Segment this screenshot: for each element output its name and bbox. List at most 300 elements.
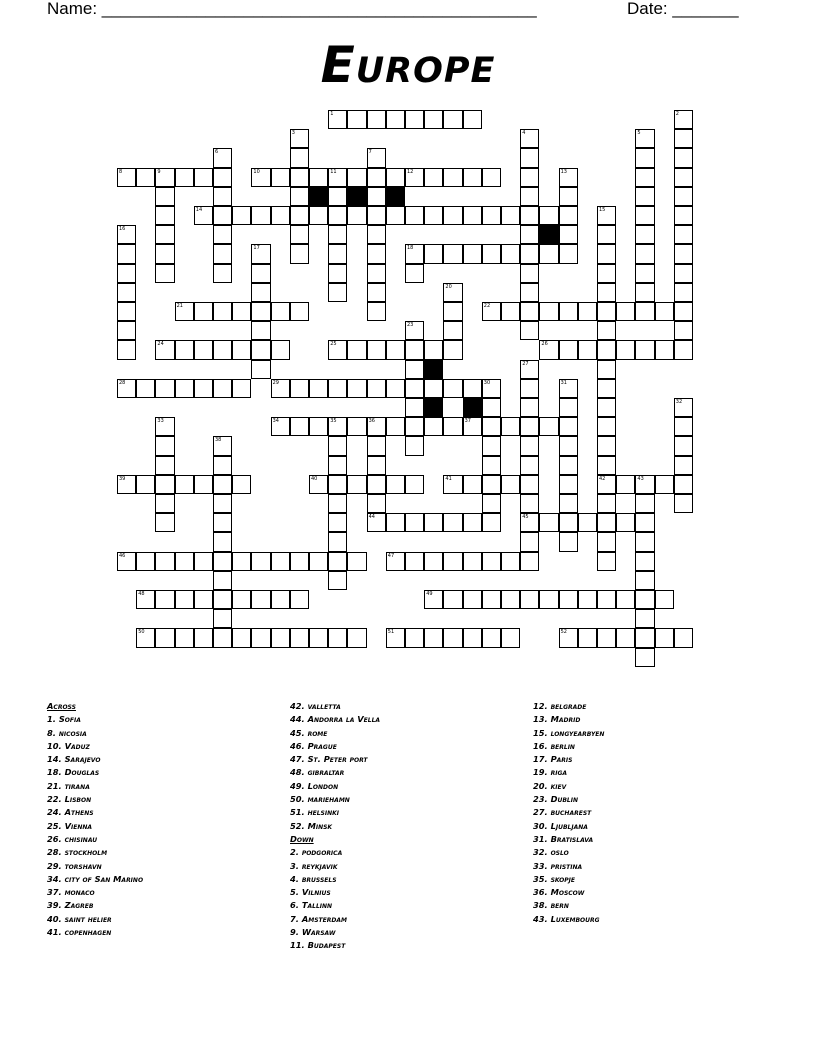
grid-cell[interactable]: [405, 475, 424, 494]
grid-cell[interactable]: [539, 206, 558, 225]
grid-cell[interactable]: [405, 552, 424, 571]
grid-cell[interactable]: [635, 225, 654, 244]
grid-cell[interactable]: [405, 436, 424, 455]
grid-cell[interactable]: [290, 225, 309, 244]
grid-cell[interactable]: [367, 494, 386, 513]
grid-cell[interactable]: [655, 590, 674, 609]
grid-cell[interactable]: [559, 225, 578, 244]
grid-cell[interactable]: [367, 340, 386, 359]
grid-cell[interactable]: [290, 187, 309, 206]
grid-cell[interactable]: [482, 475, 501, 494]
grid-cell[interactable]: [655, 302, 674, 321]
grid-cell[interactable]: [328, 283, 347, 302]
grid-cell[interactable]: [559, 206, 578, 225]
grid-cell[interactable]: [520, 244, 539, 263]
grid-cell[interactable]: [386, 206, 405, 225]
grid-cell[interactable]: [501, 590, 520, 609]
grid-cell[interactable]: [328, 187, 347, 206]
grid-cell[interactable]: [155, 436, 174, 455]
grid-cell[interactable]: [635, 513, 654, 532]
grid-cell[interactable]: [597, 379, 616, 398]
grid-cell[interactable]: [443, 244, 462, 263]
grid-cell[interactable]: [290, 148, 309, 167]
grid-cell[interactable]: [559, 398, 578, 417]
grid-cell[interactable]: [674, 129, 693, 148]
grid-cell[interactable]: [443, 628, 462, 647]
grid-cell[interactable]: [347, 110, 366, 129]
grid-cell[interactable]: [386, 379, 405, 398]
grid-cell[interactable]: [213, 475, 232, 494]
grid-cell[interactable]: [117, 302, 136, 321]
grid-cell[interactable]: [328, 571, 347, 590]
name-field-label[interactable]: Name: ______________________________________________: [47, 0, 537, 18]
grid-cell[interactable]: [463, 206, 482, 225]
grid-cell[interactable]: [635, 187, 654, 206]
grid-cell[interactable]: [463, 244, 482, 263]
grid-cell[interactable]: [520, 148, 539, 167]
grid-cell[interactable]: [328, 264, 347, 283]
grid-cell[interactable]: [367, 244, 386, 263]
grid-cell[interactable]: [559, 456, 578, 475]
grid-cell[interactable]: [251, 302, 270, 321]
grid-cell[interactable]: [520, 532, 539, 551]
grid-cell[interactable]: [232, 379, 251, 398]
grid-cell[interactable]: [175, 628, 194, 647]
grid-cell[interactable]: [501, 206, 520, 225]
grid-cell[interactable]: [443, 110, 462, 129]
grid-cell[interactable]: [597, 244, 616, 263]
grid-cell[interactable]: [424, 340, 443, 359]
grid-cell[interactable]: [405, 379, 424, 398]
grid-cell[interactable]: [232, 302, 251, 321]
grid-cell[interactable]: [309, 206, 328, 225]
grid-cell[interactable]: [463, 168, 482, 187]
grid-cell[interactable]: [232, 206, 251, 225]
grid-cell[interactable]: [213, 379, 232, 398]
grid-cell[interactable]: [501, 475, 520, 494]
grid-cell[interactable]: [463, 628, 482, 647]
grid-cell[interactable]: [443, 168, 462, 187]
grid-cell[interactable]: [674, 264, 693, 283]
grid-cell[interactable]: [597, 456, 616, 475]
grid-cell[interactable]: [367, 110, 386, 129]
grid-cell[interactable]: [328, 475, 347, 494]
grid-cell[interactable]: [232, 475, 251, 494]
grid-cell[interactable]: [136, 379, 155, 398]
grid-cell[interactable]: [251, 340, 270, 359]
grid-cell[interactable]: [482, 244, 501, 263]
grid-cell[interactable]: [482, 552, 501, 571]
grid-cell[interactable]: [175, 590, 194, 609]
grid-cell[interactable]: [213, 302, 232, 321]
grid-cell[interactable]: [616, 590, 635, 609]
grid-cell[interactable]: [155, 264, 174, 283]
grid-cell[interactable]: [501, 417, 520, 436]
grid-cell[interactable]: [520, 302, 539, 321]
grid-cell[interactable]: [309, 552, 328, 571]
grid-cell[interactable]: [347, 379, 366, 398]
grid-cell[interactable]: [175, 475, 194, 494]
grid-cell[interactable]: [597, 360, 616, 379]
grid-cell[interactable]: [232, 552, 251, 571]
grid-cell[interactable]: [616, 475, 635, 494]
grid-cell[interactable]: [367, 302, 386, 321]
grid-cell[interactable]: [520, 590, 539, 609]
grid-cell[interactable]: [194, 168, 213, 187]
grid-cell[interactable]: [347, 340, 366, 359]
grid-cell[interactable]: [328, 379, 347, 398]
grid-cell[interactable]: [136, 552, 155, 571]
grid-cell[interactable]: [213, 571, 232, 590]
grid-cell[interactable]: [578, 628, 597, 647]
grid-cell[interactable]: [213, 494, 232, 513]
grid-cell[interactable]: [635, 571, 654, 590]
grid-cell[interactable]: [328, 456, 347, 475]
grid-cell[interactable]: [443, 379, 462, 398]
grid-cell[interactable]: [674, 475, 693, 494]
grid-cell[interactable]: [482, 494, 501, 513]
grid-cell[interactable]: [367, 379, 386, 398]
grid-cell[interactable]: [482, 206, 501, 225]
grid-cell[interactable]: [251, 590, 270, 609]
grid-cell[interactable]: [501, 302, 520, 321]
grid-cell[interactable]: [194, 475, 213, 494]
grid-cell[interactable]: [367, 264, 386, 283]
grid-cell[interactable]: [482, 590, 501, 609]
grid-cell[interactable]: [520, 552, 539, 571]
grid-cell[interactable]: [635, 628, 654, 647]
grid-cell[interactable]: [347, 552, 366, 571]
grid-cell[interactable]: [347, 417, 366, 436]
grid-cell[interactable]: [674, 283, 693, 302]
grid-cell[interactable]: [559, 513, 578, 532]
grid-cell[interactable]: [597, 532, 616, 551]
grid-cell[interactable]: [405, 513, 424, 532]
grid-cell[interactable]: [501, 244, 520, 263]
grid-cell[interactable]: [386, 513, 405, 532]
grid-cell[interactable]: [597, 398, 616, 417]
grid-cell[interactable]: [155, 513, 174, 532]
grid-cell[interactable]: [271, 340, 290, 359]
grid-cell[interactable]: [559, 187, 578, 206]
grid-cell[interactable]: [213, 168, 232, 187]
grid-cell[interactable]: [405, 206, 424, 225]
grid-cell[interactable]: [635, 168, 654, 187]
grid-cell[interactable]: [251, 264, 270, 283]
grid-cell[interactable]: [232, 628, 251, 647]
grid-cell[interactable]: [213, 552, 232, 571]
grid-cell[interactable]: [424, 513, 443, 532]
grid-cell[interactable]: [674, 225, 693, 244]
grid-cell[interactable]: [290, 379, 309, 398]
grid-cell[interactable]: [117, 340, 136, 359]
grid-cell[interactable]: [578, 590, 597, 609]
grid-cell[interactable]: [213, 206, 232, 225]
grid-cell[interactable]: [290, 302, 309, 321]
grid-cell[interactable]: [597, 321, 616, 340]
grid-cell[interactable]: [616, 628, 635, 647]
grid-cell[interactable]: [578, 340, 597, 359]
grid-cell[interactable]: [367, 225, 386, 244]
grid-cell[interactable]: [520, 168, 539, 187]
grid-cell[interactable]: [251, 321, 270, 340]
grid-cell[interactable]: [635, 532, 654, 551]
grid-cell[interactable]: [405, 340, 424, 359]
grid-cell[interactable]: [405, 360, 424, 379]
grid-cell[interactable]: [559, 475, 578, 494]
grid-cell[interactable]: [674, 244, 693, 263]
grid-cell[interactable]: [597, 302, 616, 321]
grid-cell[interactable]: [232, 340, 251, 359]
grid-cell[interactable]: [482, 398, 501, 417]
grid-cell[interactable]: [482, 436, 501, 455]
grid-cell[interactable]: [290, 168, 309, 187]
grid-cell[interactable]: [309, 628, 328, 647]
grid-cell[interactable]: [213, 456, 232, 475]
grid-cell[interactable]: [520, 264, 539, 283]
grid-cell[interactable]: [443, 513, 462, 532]
grid-cell[interactable]: [655, 340, 674, 359]
grid-cell[interactable]: [367, 283, 386, 302]
grid-cell[interactable]: [559, 302, 578, 321]
grid-cell[interactable]: [194, 590, 213, 609]
grid-cell[interactable]: [674, 340, 693, 359]
grid-cell[interactable]: [635, 206, 654, 225]
grid-cell[interactable]: [539, 417, 558, 436]
grid-cell[interactable]: [520, 187, 539, 206]
grid-cell[interactable]: [328, 532, 347, 551]
grid-cell[interactable]: [136, 168, 155, 187]
grid-cell[interactable]: [559, 436, 578, 455]
grid-cell[interactable]: [597, 628, 616, 647]
grid-cell[interactable]: [290, 590, 309, 609]
grid-cell[interactable]: [463, 513, 482, 532]
grid-cell[interactable]: [290, 244, 309, 263]
grid-cell[interactable]: [386, 417, 405, 436]
grid-cell[interactable]: [175, 552, 194, 571]
grid-cell[interactable]: [597, 590, 616, 609]
grid-cell[interactable]: [328, 494, 347, 513]
grid-cell[interactable]: [674, 206, 693, 225]
grid-cell[interactable]: [386, 475, 405, 494]
grid-cell[interactable]: [597, 225, 616, 244]
grid-cell[interactable]: [213, 532, 232, 551]
grid-cell[interactable]: [213, 187, 232, 206]
grid-cell[interactable]: [674, 456, 693, 475]
grid-cell[interactable]: [597, 264, 616, 283]
grid-cell[interactable]: [155, 187, 174, 206]
grid-cell[interactable]: [424, 168, 443, 187]
grid-cell[interactable]: [194, 340, 213, 359]
grid-cell[interactable]: [347, 168, 366, 187]
grid-cell[interactable]: [405, 398, 424, 417]
grid-cell[interactable]: [405, 264, 424, 283]
grid-cell[interactable]: [635, 283, 654, 302]
grid-cell[interactable]: [386, 110, 405, 129]
grid-cell[interactable]: [309, 417, 328, 436]
grid-cell[interactable]: [194, 628, 213, 647]
grid-cell[interactable]: [309, 168, 328, 187]
grid-cell[interactable]: [520, 321, 539, 340]
grid-cell[interactable]: [597, 513, 616, 532]
grid-cell[interactable]: [616, 513, 635, 532]
grid-cell[interactable]: [597, 340, 616, 359]
grid-cell[interactable]: [213, 628, 232, 647]
grid-cell[interactable]: [559, 340, 578, 359]
grid-cell[interactable]: [251, 283, 270, 302]
grid-cell[interactable]: [328, 628, 347, 647]
grid-cell[interactable]: [520, 225, 539, 244]
grid-cell[interactable]: [328, 436, 347, 455]
grid-cell[interactable]: [424, 552, 443, 571]
grid-cell[interactable]: [616, 302, 635, 321]
grid-cell[interactable]: [578, 302, 597, 321]
grid-cell[interactable]: [367, 187, 386, 206]
grid-cell[interactable]: [213, 244, 232, 263]
grid-cell[interactable]: [155, 225, 174, 244]
grid-cell[interactable]: [405, 110, 424, 129]
grid-cell[interactable]: [674, 168, 693, 187]
grid-cell[interactable]: [674, 494, 693, 513]
grid-cell[interactable]: [194, 379, 213, 398]
grid-cell[interactable]: [520, 283, 539, 302]
grid-cell[interactable]: [463, 110, 482, 129]
grid-cell[interactable]: [271, 168, 290, 187]
grid-cell[interactable]: [482, 628, 501, 647]
grid-cell[interactable]: [155, 244, 174, 263]
grid-cell[interactable]: [271, 302, 290, 321]
grid-cell[interactable]: [251, 552, 270, 571]
grid-cell[interactable]: [559, 244, 578, 263]
grid-cell[interactable]: [520, 475, 539, 494]
grid-cell[interactable]: [635, 244, 654, 263]
grid-cell[interactable]: [539, 244, 558, 263]
grid-cell[interactable]: [424, 628, 443, 647]
grid-cell[interactable]: [424, 244, 443, 263]
grid-cell[interactable]: [597, 494, 616, 513]
grid-cell[interactable]: [194, 552, 213, 571]
grid-cell[interactable]: [367, 206, 386, 225]
grid-cell[interactable]: [424, 206, 443, 225]
grid-cell[interactable]: [482, 417, 501, 436]
grid-cell[interactable]: [443, 302, 462, 321]
grid-cell[interactable]: [271, 206, 290, 225]
grid-cell[interactable]: [635, 302, 654, 321]
grid-cell[interactable]: [347, 475, 366, 494]
grid-cell[interactable]: [290, 417, 309, 436]
grid-cell[interactable]: [520, 436, 539, 455]
grid-cell[interactable]: [424, 417, 443, 436]
grid-cell[interactable]: [175, 379, 194, 398]
grid-cell[interactable]: [597, 436, 616, 455]
grid-cell[interactable]: [597, 417, 616, 436]
grid-cell[interactable]: [501, 628, 520, 647]
grid-cell[interactable]: [501, 552, 520, 571]
grid-cell[interactable]: [309, 379, 328, 398]
grid-cell[interactable]: [463, 590, 482, 609]
grid-cell[interactable]: [443, 340, 462, 359]
grid-cell[interactable]: [559, 590, 578, 609]
grid-cell[interactable]: [290, 628, 309, 647]
grid-cell[interactable]: [213, 513, 232, 532]
grid-cell[interactable]: [635, 552, 654, 571]
grid-cell[interactable]: [482, 168, 501, 187]
date-field-label[interactable]: Date: _______: [627, 0, 739, 18]
grid-cell[interactable]: [367, 168, 386, 187]
grid-cell[interactable]: [155, 628, 174, 647]
grid-cell[interactable]: [213, 609, 232, 628]
grid-cell[interactable]: [213, 225, 232, 244]
grid-cell[interactable]: [213, 340, 232, 359]
grid-cell[interactable]: [482, 513, 501, 532]
grid-cell[interactable]: [328, 513, 347, 532]
grid-cell[interactable]: [424, 379, 443, 398]
grid-cell[interactable]: [347, 628, 366, 647]
grid-cell[interactable]: [674, 187, 693, 206]
grid-cell[interactable]: [155, 456, 174, 475]
grid-cell[interactable]: [232, 590, 251, 609]
grid-cell[interactable]: [251, 360, 270, 379]
grid-cell[interactable]: [674, 302, 693, 321]
grid-cell[interactable]: [463, 379, 482, 398]
grid-cell[interactable]: [328, 244, 347, 263]
grid-cell[interactable]: [155, 475, 174, 494]
grid-cell[interactable]: [136, 475, 155, 494]
grid-cell[interactable]: [367, 475, 386, 494]
grid-cell[interactable]: [559, 494, 578, 513]
grid-cell[interactable]: [290, 552, 309, 571]
grid-cell[interactable]: [175, 340, 194, 359]
grid-cell[interactable]: [424, 110, 443, 129]
grid-cell[interactable]: [213, 590, 232, 609]
grid-cell[interactable]: [674, 417, 693, 436]
grid-cell[interactable]: [328, 206, 347, 225]
grid-cell[interactable]: [117, 283, 136, 302]
grid-cell[interactable]: [155, 379, 174, 398]
grid-cell[interactable]: [155, 206, 174, 225]
grid-cell[interactable]: [271, 552, 290, 571]
grid-cell[interactable]: [635, 590, 654, 609]
grid-cell[interactable]: [213, 264, 232, 283]
grid-cell[interactable]: [635, 340, 654, 359]
grid-cell[interactable]: [520, 379, 539, 398]
grid-cell[interactable]: [559, 532, 578, 551]
grid-cell[interactable]: [597, 552, 616, 571]
grid-cell[interactable]: [520, 398, 539, 417]
grid-cell[interactable]: [328, 552, 347, 571]
grid-cell[interactable]: [155, 552, 174, 571]
grid-cell[interactable]: [520, 206, 539, 225]
grid-cell[interactable]: [674, 148, 693, 167]
grid-cell[interactable]: [674, 628, 693, 647]
grid-cell[interactable]: [463, 475, 482, 494]
grid-cell[interactable]: [539, 590, 558, 609]
grid-cell[interactable]: [175, 168, 194, 187]
grid-cell[interactable]: [443, 417, 462, 436]
grid-cell[interactable]: [328, 225, 347, 244]
grid-cell[interactable]: [386, 168, 405, 187]
grid-cell[interactable]: [443, 552, 462, 571]
grid-cell[interactable]: [635, 148, 654, 167]
grid-cell[interactable]: [539, 302, 558, 321]
grid-cell[interactable]: [386, 340, 405, 359]
grid-cell[interactable]: [117, 264, 136, 283]
grid-cell[interactable]: [655, 475, 674, 494]
grid-cell[interactable]: [635, 494, 654, 513]
grid-cell[interactable]: [367, 456, 386, 475]
grid-cell[interactable]: [559, 417, 578, 436]
grid-cell[interactable]: [539, 513, 558, 532]
